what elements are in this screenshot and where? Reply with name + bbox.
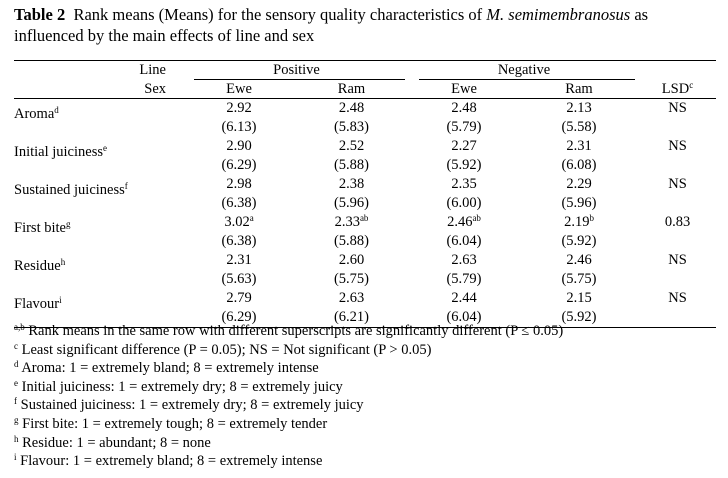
sex-header: Ewe [226, 81, 252, 97]
footnote-sup: e [14, 377, 18, 388]
rank-mean-value: 2.63 [451, 252, 477, 268]
footnote [14, 434, 714, 453]
empty-cell [639, 118, 716, 137]
rank-mean-cell [294, 289, 409, 308]
footnote [14, 341, 714, 360]
mean-value: (6.04) [446, 309, 482, 325]
sex-header: Ram [337, 81, 366, 97]
rank-mean-value: 2.27 [451, 138, 477, 154]
mean-value: (5.96) [561, 195, 597, 211]
mean-value: (5.88) [333, 233, 370, 249]
footnote-sup: i [14, 452, 17, 463]
rank-mean-value: 2.38 [338, 176, 365, 192]
row-label [14, 251, 184, 289]
rank-mean-sup: ab [472, 213, 481, 223]
sex-header: Ewe [451, 81, 477, 97]
footnote [14, 359, 714, 378]
footnote-sup: h [14, 433, 19, 444]
header-row-line [14, 61, 716, 81]
row-label-text: First bite [14, 220, 66, 236]
row-label-text: Initial juiciness [14, 144, 103, 160]
empty-cell [639, 194, 716, 213]
mean-value: (5.63) [221, 271, 257, 287]
rank-mean-cell [184, 99, 294, 119]
row-label-sup: f [124, 181, 128, 191]
header-empty-cell [639, 61, 716, 81]
rank-mean-cell [519, 137, 639, 156]
rank-mean-cell [409, 137, 519, 156]
lsd-label: LSD [661, 81, 690, 97]
rank-mean-value: 2.52 [338, 138, 365, 154]
rank-mean-value: 2.46 [447, 214, 473, 230]
rank-mean-value: 2.98 [226, 176, 252, 192]
row-label [14, 99, 184, 138]
footnotes [14, 322, 714, 471]
rank-mean-cell [519, 175, 639, 194]
footnote-text: Initial juiciness: 1 = extremely dry; 8 = extremely juicy [18, 378, 343, 395]
mean-value: (6.00) [446, 195, 482, 211]
table-row [14, 251, 716, 270]
rank-mean-value: 2.48 [338, 100, 365, 116]
lsd-sup: c [689, 80, 694, 90]
group-negative-label: Negative [497, 62, 551, 78]
row-label [14, 137, 184, 175]
rank-mean-cell [409, 175, 519, 194]
row-label-sup: d [54, 105, 59, 115]
mean-value: (5.92) [561, 233, 597, 249]
row-label-sup: e [103, 143, 107, 153]
footnote-text: Residue: 1 = abundant; 8 = none [18, 434, 211, 451]
empty-cell [639, 270, 716, 289]
mean-value: (5.75) [333, 271, 370, 287]
rank-mean-value: 2.33 [334, 214, 360, 230]
rank-mean-cell [519, 289, 639, 308]
rank-mean-value: 2.48 [451, 100, 477, 116]
footnote-sup: f [14, 396, 17, 407]
mean-value: (5.88) [333, 157, 370, 173]
mean-value: (5.83) [333, 119, 370, 135]
header-row-sex [14, 80, 716, 99]
mean-value: (5.79) [446, 119, 482, 135]
footnote-text: Aroma: 1 = extremely bland; 8 = extremely intense [18, 360, 319, 377]
group-negative [409, 61, 639, 81]
lsd-value: NS [668, 138, 687, 154]
footnote [14, 452, 714, 471]
table-row [14, 137, 716, 156]
rank-mean-value: 2.60 [338, 252, 365, 268]
group-positive-label: Positive [273, 62, 320, 78]
sex-label: Sex [144, 81, 166, 97]
rank-mean-value: 2.31 [566, 138, 592, 154]
table-body [14, 61, 716, 328]
footnote [14, 378, 714, 397]
rank-mean-cell [184, 213, 294, 232]
table-row [14, 175, 716, 194]
rank-mean-cell [184, 175, 294, 194]
rank-mean-cell [294, 99, 409, 119]
table-label: Table 2 [14, 5, 66, 24]
rank-mean-cell [409, 251, 519, 270]
table-row [14, 99, 716, 119]
rank-mean-value: 3.02 [224, 214, 250, 230]
rank-mean-value: 2.35 [451, 176, 477, 192]
rank-mean-value: 2.13 [566, 100, 592, 116]
footnote [14, 415, 714, 434]
mean-value: (6.04) [446, 233, 482, 249]
lsd-value: 0.83 [664, 214, 691, 230]
rank-mean-value: 2.19 [564, 214, 590, 230]
mean-value: (5.96) [333, 195, 370, 211]
footnote [14, 322, 714, 341]
rank-mean-sup: b [589, 213, 594, 223]
rank-mean-cell [519, 213, 639, 232]
rank-mean-cell [184, 137, 294, 156]
row-label-text: Sustained juiciness [14, 182, 125, 198]
row-label-text: Flavour [14, 296, 60, 312]
table-caption [14, 4, 714, 46]
row-label-sup: h [60, 257, 66, 267]
lsd-value: NS [668, 176, 687, 192]
line-label: Line [139, 62, 166, 78]
rank-mean-value: 2.46 [566, 252, 592, 268]
rank-mean-cell [519, 251, 639, 270]
mean-value: (5.79) [446, 271, 482, 287]
mean-value: (6.29) [221, 157, 257, 173]
rank-mean-value: 2.15 [566, 290, 592, 306]
rank-mean-cell [409, 213, 519, 232]
rank-mean-cell [294, 137, 409, 156]
rank-mean-sup: ab [359, 213, 369, 223]
rank-mean-value: 2.44 [451, 290, 477, 306]
footnote-text: Flavour: 1 = extremely bland; 8 = extremely intense [16, 453, 323, 470]
mean-value: (5.75) [561, 271, 597, 287]
sensory-table [14, 60, 716, 328]
rank-mean-value: 2.92 [226, 100, 252, 116]
mean-value: (5.58) [561, 119, 597, 135]
rank-mean-cell [294, 251, 409, 270]
rank-mean-value: 2.63 [338, 290, 365, 306]
rank-mean-cell [184, 289, 294, 308]
table-row [14, 289, 716, 308]
rank-mean-value: 2.79 [226, 290, 252, 306]
row-label-text: Residue [14, 258, 61, 274]
lsd-value: NS [668, 252, 687, 268]
caption-species: M. semimembranosus [486, 5, 631, 24]
rank-mean-cell [184, 251, 294, 270]
row-label-text: Aroma [14, 106, 55, 122]
row-label [14, 213, 184, 251]
mean-value: (6.29) [221, 309, 257, 325]
empty-cell [639, 232, 716, 251]
sex-header: Ram [565, 81, 593, 97]
lsd-value: NS [668, 290, 687, 306]
lsd-value: NS [668, 100, 687, 116]
footnote-sup: d [14, 359, 19, 370]
table-row [14, 213, 716, 232]
mean-value: (6.38) [221, 233, 257, 249]
footnote-text: Rank means in the same row with different superscripts are significantly different (P ≤ 0.05) [24, 323, 564, 339]
mean-value: (5.92) [446, 157, 482, 173]
mean-value: (6.38) [221, 195, 257, 211]
rank-mean-sup: a [249, 213, 254, 223]
footnote-text: First bite: 1 = extremely tough; 8 = extremely tender [18, 415, 328, 432]
rank-mean-cell [294, 213, 409, 232]
mean-value: (6.08) [561, 157, 597, 173]
lsd-header [639, 80, 716, 99]
rank-mean-value: 2.29 [566, 176, 592, 192]
mean-value: (6.21) [333, 309, 370, 325]
rank-mean-value: 2.90 [226, 138, 252, 154]
row-label [14, 175, 184, 213]
mean-value: (6.13) [221, 119, 257, 135]
empty-cell [639, 156, 716, 175]
rank-mean-cell [519, 99, 639, 119]
rank-mean-cell [409, 99, 519, 119]
footnote-sup: a,b [14, 322, 25, 332]
footnote-sup: g [14, 414, 19, 425]
rank-mean-cell [294, 175, 409, 194]
caption-text-after: as influenced by the main effects of line and sex [14, 5, 649, 45]
footnote-sup: c [14, 340, 18, 351]
rank-mean-value: 2.31 [226, 252, 252, 268]
row-label-sup: g [65, 219, 71, 229]
group-positive [184, 61, 409, 81]
footnote [14, 396, 714, 415]
mean-value: (5.92) [561, 309, 597, 325]
caption-text-before: Rank means (Means) for the sensory quality characteristics of [73, 5, 487, 24]
rank-mean-cell [409, 289, 519, 308]
row-label-sup: i [59, 295, 62, 305]
footnote-text: Least significant difference (P = 0.05); NS = Not significant (P > 0.05) [18, 341, 432, 358]
footnote-text: Sustained juiciness: 1 = extremely dry; 8 = extremely juicy [17, 397, 364, 414]
